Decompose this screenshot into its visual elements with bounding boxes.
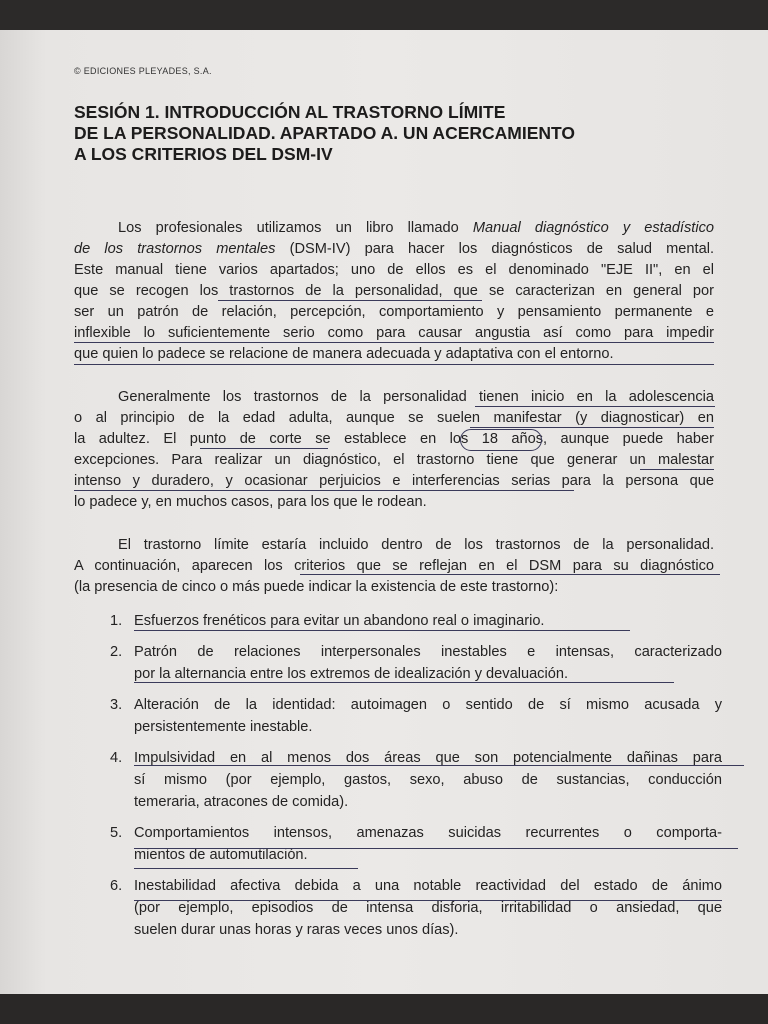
criterion-text-line: suelen durar unas horas y raras veces unos días). bbox=[134, 922, 459, 938]
title-line: SESIÓN 1. INTRODUCCIÓN AL TRASTORNO LÍMITE bbox=[74, 102, 506, 122]
text-line: ser un patrón de relación, percepción, comportamiento y pensamiento permanente e bbox=[74, 304, 714, 320]
pen-underline bbox=[134, 868, 358, 869]
text-line: la adultez. El punto de corte se establece en los 18 años, aunque puede haber bbox=[74, 431, 714, 447]
text-line bbox=[74, 239, 714, 260]
title-line: DE LA PERSONALIDAD. APARTADO A. UN ACERCAMIENTO bbox=[74, 123, 576, 143]
text-line: que se recogen los trastornos de la personalidad, que se caracterizan en general por bbox=[74, 283, 714, 299]
book-title-italic: Manual diagnóstico y estadístico bbox=[472, 220, 714, 236]
text-line: El trastorno límite estaría incluido dentro de los trastornos de la personalidad. bbox=[118, 537, 714, 553]
pen-underline bbox=[218, 300, 482, 301]
pen-underline bbox=[300, 574, 720, 575]
background-surface bbox=[0, 994, 768, 1024]
text-line: intenso y duradero, y ocasionar perjuicios e interferencias serias para la persona que bbox=[74, 473, 714, 489]
pen-underline bbox=[74, 342, 714, 343]
criterion-item bbox=[110, 694, 722, 738]
text-line: o al principio de la edad adulta, aunque se suelen manifestar (y diagnosticar) en bbox=[74, 410, 714, 426]
criterion-text-line: sí mismo (por ejemplo, gastos, sexo, abuso de sustancias, conducción bbox=[134, 772, 722, 788]
criterion-number: 5. bbox=[110, 825, 123, 841]
text-line: que quien lo padece se relacione de manera adecuada y adaptativa con el entorno. bbox=[74, 346, 614, 362]
criterion-item bbox=[110, 822, 722, 866]
paragraph-3 bbox=[74, 535, 714, 598]
text-line: inflexible lo suficientemente serio como para causar angustia así como para impedir bbox=[74, 325, 714, 341]
criterion-number: 1. bbox=[110, 613, 123, 629]
text-fragment: (DSM-IV) para hacer los diagnósticos de salud mental. bbox=[275, 241, 714, 257]
text-fragment: Los profesionales utilizamos un libro llamado bbox=[118, 220, 473, 236]
text-line: (la presencia de cinco o más puede indicar la existencia de este trastorno): bbox=[74, 579, 559, 595]
criterion-number: 3. bbox=[110, 697, 123, 713]
pen-underline bbox=[134, 765, 744, 766]
criterion-text-line: mientos de automutilación. bbox=[134, 847, 308, 863]
text-line: Generalmente los trastornos de la personalidad tienen inicio en la adolescencia bbox=[118, 389, 714, 405]
criterion-item bbox=[110, 875, 722, 941]
criterion-item bbox=[110, 610, 722, 632]
text-line bbox=[74, 218, 714, 239]
criterion-text-line: Esfuerzos frenéticos para evitar un abandono real o imaginario. bbox=[134, 613, 545, 629]
pen-underline bbox=[475, 406, 715, 407]
pen-circle bbox=[460, 429, 542, 451]
text-line: Este manual tiene varios apartados; uno de ellos es el denominado "EJE II", en el bbox=[74, 262, 714, 278]
book-title-italic: de los trastornos mentales bbox=[74, 241, 276, 257]
pen-underline bbox=[134, 682, 674, 683]
pen-underline bbox=[470, 427, 714, 428]
criterion-text-line: temeraria, atracones de comida). bbox=[134, 794, 349, 810]
pen-underline bbox=[74, 364, 714, 365]
criterion-item bbox=[110, 641, 722, 685]
text-line: excepciones. Para realizar un diagnóstico, el trastorno tiene que generar un malestar bbox=[74, 452, 714, 468]
criterion-number: 4. bbox=[110, 750, 123, 766]
pen-underline bbox=[74, 490, 574, 491]
criterion-text-line: Impulsividad en al menos dos áreas que son potencialmente dañinas para bbox=[134, 750, 722, 766]
criterion-text-line: Patrón de relaciones interpersonales inestables e intensas, caracterizado bbox=[134, 644, 722, 660]
criterion-number: 2. bbox=[110, 644, 123, 660]
criterion-text-line: persistentemente inestable. bbox=[134, 719, 313, 735]
criterion-text-line: Comportamientos intensos, amenazas suicidas recurrentes o comporta- bbox=[134, 825, 722, 841]
criterion-text-line: Inestabilidad afectiva debida a una notable reactividad del estado de ánimo bbox=[134, 878, 722, 894]
pen-underline bbox=[134, 900, 722, 901]
criterion-text-line: Alteración de la identidad: autoimagen o sentido de sí mismo acusada y bbox=[134, 697, 722, 713]
criterion-item bbox=[110, 747, 722, 813]
text-line: A continuación, aparecen los criterios que se reflejan en el DSM para su diagnóstico bbox=[74, 558, 714, 574]
text-line: lo padece y, en muchos casos, para los que le rodean. bbox=[74, 494, 427, 510]
pen-underline bbox=[134, 630, 630, 631]
pen-underline bbox=[134, 848, 738, 849]
section-title bbox=[74, 102, 674, 165]
criterion-number: 6. bbox=[110, 878, 123, 894]
pen-underline bbox=[640, 469, 714, 470]
publisher-line: © EDICIONES PLEYADES, S.A. bbox=[74, 66, 212, 76]
criterion-text-line: (por ejemplo, episodios de intensa disforia, irritabilidad o ansiedad, que bbox=[134, 900, 722, 916]
criteria-list bbox=[110, 610, 722, 950]
title-line: A LOS CRITERIOS DEL DSM-IV bbox=[74, 144, 333, 164]
pen-underline bbox=[200, 448, 328, 449]
criterion-text-line: por la alternancia entre los extremos de idealización y devaluación. bbox=[134, 666, 569, 682]
